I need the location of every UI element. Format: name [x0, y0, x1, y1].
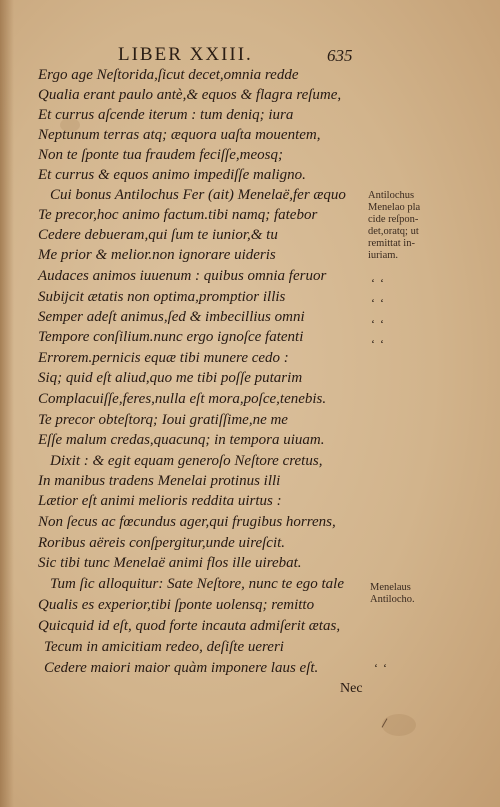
verse-line: Ergo age Neſtorida,ſicut decet,omnia redde	[38, 67, 299, 83]
catchword: Nec	[340, 681, 363, 696]
verse-line: Qualis es experior,tibi ſponte uolensq; remitto	[38, 597, 315, 613]
verse-line: Lætior eſt animi melioris reddita uirtus :	[38, 493, 282, 509]
verse-line: Non te ſponte tua fraudem feciſſe,meosq;	[38, 147, 283, 163]
verse-line: Tempore conſilium.nunc ergo ignoſce fatenti	[38, 329, 304, 345]
verse-line: Cedere debueram,qui ſum te iunior,& tu	[38, 227, 278, 243]
marginal-note-line: Antilocho.	[370, 594, 415, 605]
quote-mark: ‘ ‘	[371, 276, 385, 290]
verse-line: In manibus tradens Menelai protinus illi	[38, 473, 281, 489]
verse-line: Complacuiſſe,feres,nulla eſt mora,poſce,tenebis.	[38, 391, 327, 407]
marginal-note-line: cide reſpon-	[368, 214, 419, 225]
verse-line: Dixit : & egit equam generoſo Neſtore cretus,	[50, 453, 323, 469]
verse-line: Cedere maiori maior quàm imponere laus eſt.	[44, 660, 319, 676]
verse-line: Et currus & equos animo impediſſe maligno.	[38, 167, 306, 183]
page-number: 635	[327, 46, 353, 65]
verse-line: Siq; quid eſt aliud,quo me tibi poſſe putarim	[38, 370, 303, 386]
marginal-note-antilochus	[368, 190, 420, 262]
marginal-note-menelaus	[370, 582, 415, 606]
verse-line: Te precor,hoc animo factum.tibi namq; fatebor	[38, 207, 318, 223]
marginal-note-line: Antilochus	[368, 190, 415, 201]
verse-line: Et currus aſcende iterum : tum deniq; iura	[38, 107, 294, 123]
verse-line: Eſſe malum credas,quacunq; in tempora uiuam.	[38, 432, 325, 448]
verse-line: Audaces animos iuuenum : quibus omnia feruor	[38, 268, 327, 284]
quote-mark: ‘ ‘	[371, 296, 385, 310]
verse-line: Non ſecus ac fœcundus ager,qui frugibus horrens,	[38, 514, 336, 530]
verse-line: Te precor obteſtorq; Ioui gratiſſime,ne me	[38, 412, 288, 428]
quote-mark: ‘ ‘	[371, 317, 385, 331]
verse-line: Me prior & melior.non ignorare uideris	[38, 247, 276, 263]
verse-line: Subijcit ætatis non optima,promptior illis	[38, 289, 286, 305]
paper-stain	[382, 714, 416, 736]
marginal-note-line: Menelaus	[370, 582, 411, 593]
verse-line: Cui bonus Antilochus Fer (ait) Menelaë,fer æquo	[50, 187, 346, 203]
verse-line: Tecum in amicitiam redeo, deſiſte uereri	[44, 639, 284, 655]
quote-mark: ‘ ‘	[371, 337, 385, 351]
verse-line: Sic tibi tunc Menelaë animi flos ille uirebat.	[38, 555, 302, 571]
verse-line: Qualia erant paulo antè,& equos & flagra reſume,	[38, 87, 342, 103]
running-head: LIBER XXIII.	[118, 44, 253, 65]
verse-line: Semper adeſt animus,ſed & imbecillius omni	[38, 309, 305, 325]
page-edge-shadow	[0, 0, 14, 807]
marginal-note-line: remittat in-	[368, 238, 415, 249]
verse-line: Errorem.pernicis equæ tibi munere cedo :	[38, 350, 289, 366]
quote-mark: ‘ ‘	[374, 661, 388, 675]
verse-line: Quicquid id eſt, quod forte incauta admiſerit ætas,	[38, 618, 341, 634]
verse-line: Neptunum terras atq; æquora uaſta mouentem,	[38, 127, 321, 143]
verse-line: Roribus aëreis conſpergitur,unde uireſcit.	[38, 535, 286, 551]
marginal-note-line: iuriam.	[368, 250, 399, 261]
marginal-note-line: det,oratq; ut	[368, 226, 419, 237]
page-header	[0, 44, 500, 68]
marginal-note-line: Menelao pla	[368, 202, 421, 213]
verse-line: Tum ſic alloquitur: Sate Neſtore, nunc te ego tale	[50, 576, 344, 592]
